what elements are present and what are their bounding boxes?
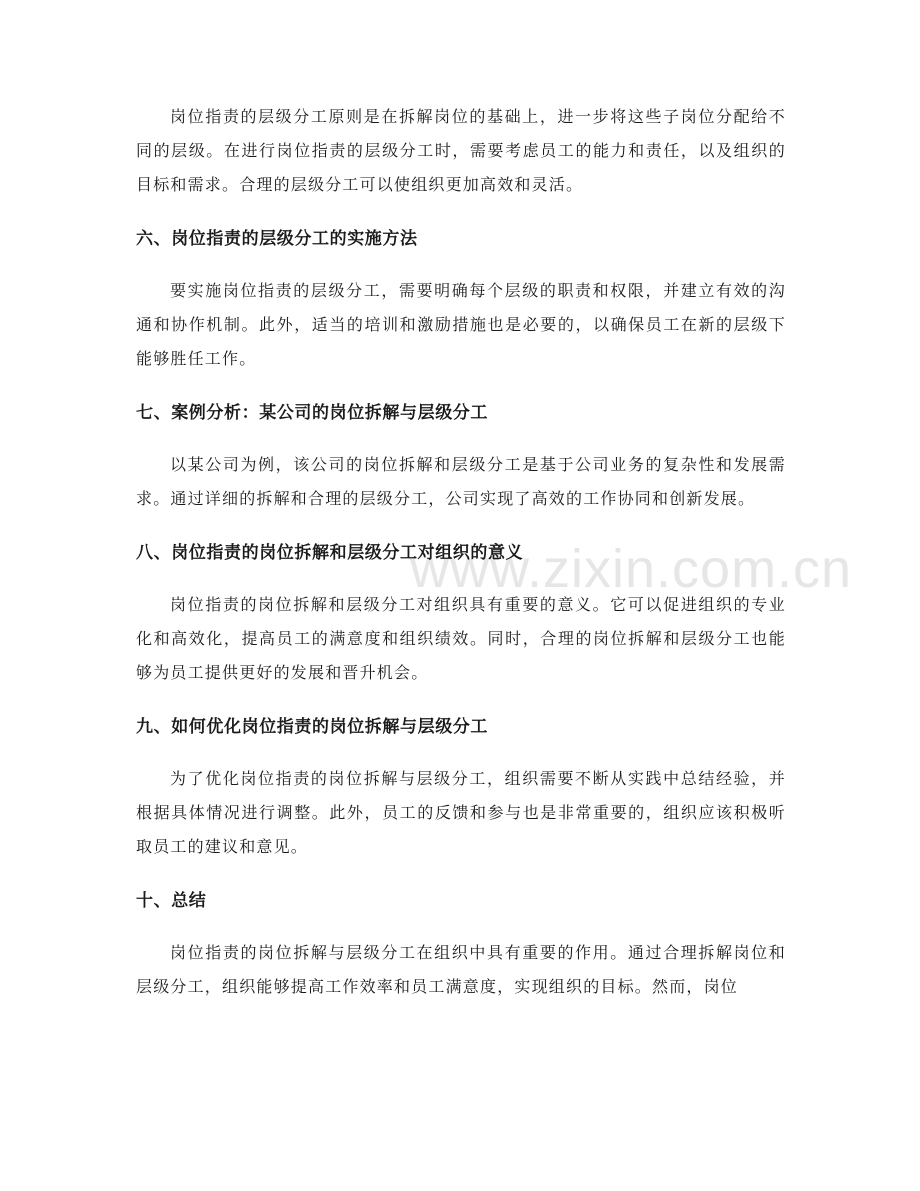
- section-6-paragraph: 要实施岗位指责的层级分工，需要明确每个层级的职责和权限，并建立有效的沟通和协作机制。此外，适当的培训和激励措施也是必要的，以确保员工在新的层级下能够胜任工作。: [136, 281, 786, 368]
- section-10-paragraph: 岗位指责的岗位拆解与层级分工在组织中具有重要的作用。通过合理拆解岗位和层级分工，组织能够提高工作效率和员工满意度，实现组织的目标。然而，岗位: [136, 943, 786, 996]
- section-8-heading: 八、岗位指责的岗位拆解和层级分工对组织的意义: [136, 543, 524, 563]
- section-9-heading: 九、如何优化岗位指责的岗位拆解与层级分工: [136, 717, 488, 737]
- section-5-paragraph: 岗位指责的层级分工原则是在拆解岗位的基础上，进一步将这些子岗位分配给不同的层级。在进行岗位指责的层级分工时，需要考虑员工的能力和责任，以及组织的目标和需求。合理的层级分工可以使组织更加高效和灵活。: [136, 107, 786, 194]
- document-body: [136, 100, 786, 1004]
- section-7-paragraph: 以某公司为例，该公司的岗位拆解和层级分工是基于公司业务的复杂性和发展需求。通过详细的拆解和合理的层级分工，公司实现了高效的工作协同和创新发展。: [136, 455, 786, 508]
- section-10-heading: 十、总结: [136, 891, 207, 911]
- watermark: www.zixin.com.cn: [410, 539, 853, 599]
- section-8-paragraph: 岗位指责的岗位拆解和层级分工对组织具有重要的意义。它可以促进组织的专业化和高效化，提高员工的满意度和组织绩效。同时，合理的岗位拆解和层级分工也能够为员工提供更好的发展和晋升机会。: [136, 595, 786, 682]
- section-7-heading: 七、案例分析：某公司的岗位拆解与层级分工: [136, 403, 488, 423]
- section-6-heading: 六、岗位指责的层级分工的实施方法: [136, 229, 418, 249]
- section-9-paragraph: 为了优化岗位指责的岗位拆解与层级分工，组织需要不断从实践中总结经验，并根据具体情况进行调整。此外，员工的反馈和参与也是非常重要的，组织应该积极听取员工的建议和意见。: [136, 769, 786, 856]
